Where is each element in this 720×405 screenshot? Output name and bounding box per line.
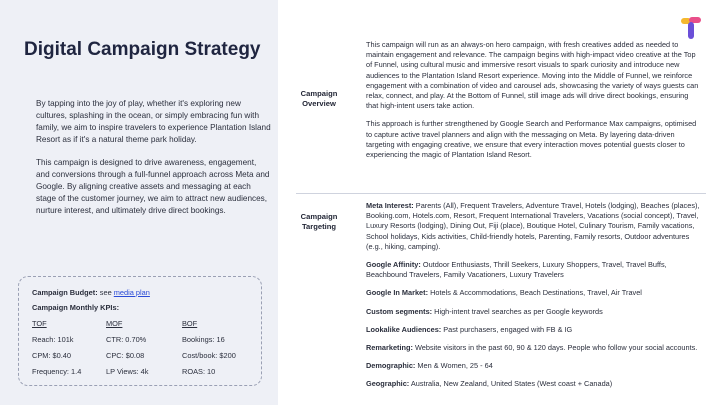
targeting-custom-segments: Custom segments: High-intent travel searches as per Google keywords (366, 306, 603, 316)
budget-see: see (99, 288, 112, 297)
kpi-value: ROAS: 10 (182, 367, 216, 376)
brand-logo-icon (680, 16, 702, 40)
targeting-google-in-market: Google In Market: Hotels & Accommodations, Beach Destinations, Travel, Air Travel (366, 288, 642, 298)
kpi-value: CPC: $0.08 (106, 351, 145, 360)
budget-kpi-box (18, 276, 262, 386)
targeting-lookalike: Lookalike Audiences: Past purchasers, engaged with FB & IG (366, 324, 573, 334)
kpi-value: Cost/book: $200 (182, 351, 236, 360)
targeting-geographic: Geographic: Australia, New Zealand, United States (West coast + Canada) (366, 379, 613, 389)
overview-label: Campaign Overview (300, 89, 338, 108)
targeting-google-affinity: Google Affinity: Outdoor Enthusiasts, Thrill Seekers, Luxury Shoppers, Travel, Travel Buffs, Beachbound Travelers, Family Vacationers, Luxury Travelers (366, 260, 667, 280)
kpi-value: LP Views: 4k (106, 367, 149, 376)
intro-paragraph-2: This campaign is designed to drive awareness, engagement, and conversions through a full-funnel approach across Meta and Google. By aligning creative assets and messaging at each stage of the customer journey, we aim to attract new audiences, nurture interest, and ultimately drive direct bookings. (36, 158, 270, 215)
left-panel (0, 0, 278, 405)
kpi-grid (32, 319, 249, 376)
targeting-label: Campaign Targeting (300, 212, 338, 231)
budget-line (32, 288, 249, 297)
budget-label: Campaign Budget: (32, 288, 98, 297)
overview-paragraph-1: This campaign will run as an always-on hero campaign, with fresh creatives added as needed to maintain engagement and relevance. The campaign begins with high-impact video creative at the Top of Funnel, using cultural music and immersive resort visuals to spark curiosity and introduce new audiences to the Plantation Island Resort experience. Moving into the Middle of Funnel, we reinforce engagement with a combination of video and carousel ads, showcasing the variety of ways guests can relax, connect, and play. At the Bottom of Funnel, still image ads will drive direct bookings, ensuring that high-intent users take action. (366, 40, 699, 111)
kpi-value: CTR: 0.70% (106, 335, 147, 344)
kpi-title: Campaign Monthly KPIs: (32, 303, 120, 312)
targeting-remarketing: Remarketing: Website visitors in the past 60, 90 & 120 days. People who follow your social accounts. (366, 343, 698, 353)
intro-paragraph-1: By tapping into the joy of play, whether it's exploring new cultures, splashing in the ocean, or simply embracing fun with family, we aim to inspire travelers to experience Plantation Island Resort as if it's a natural theme park holiday. (36, 99, 271, 144)
kpi-value: Frequency: 1.4 (32, 367, 82, 376)
section-divider (296, 193, 706, 194)
kpi-head-tof: TOF (32, 319, 47, 328)
intro-text (36, 98, 272, 228)
kpi-value: Reach: 101k (32, 335, 74, 344)
targeting-demographic: Demographic: Men & Women, 25 - 64 (366, 361, 493, 371)
kpi-value: CPM: $0.40 (32, 351, 72, 360)
overview-paragraph-2: This approach is further strengthened by Google Search and Performance Max campaigns, optimised to capture active travel planners and align with the messaging on Meta. By layering data-driven targeting with engaging creative, we ensure that every interaction moves potential guests closer to experiencing the magic of Plantation Island Resort. (366, 119, 697, 160)
kpi-head-bof: BOF (182, 319, 198, 328)
kpi-head-mof: MOF (106, 319, 123, 328)
media-plan-link[interactable]: media plan (113, 288, 150, 297)
overview-content (366, 40, 702, 168)
targeting-meta-interest: Meta Interest: Parents (All), Frequent Travelers, Adventure Travel, Hotels (lodging), Beaches (places), Booking.com, Hotels.com, Resort, Frequent International Travelers, Vacations (social concept), Travel, Luxury Resorts (lodging), Dining Out, Fiji (place), Boutique Hotel, Culinary Tourism, Family vacations, School holidays, Kids activities, Child-friendly hotels, Parenting, Family resorts, Outdoor adventures (e.g., hiking, camping). (366, 201, 700, 251)
page-title: Digital Campaign Strategy (24, 39, 261, 60)
targeting-content (366, 201, 702, 398)
kpi-value: Bookings: 16 (182, 335, 225, 344)
